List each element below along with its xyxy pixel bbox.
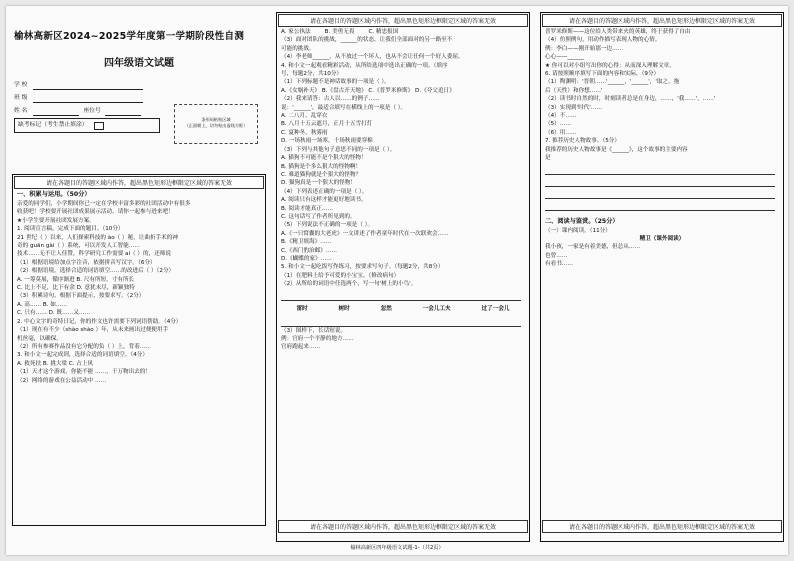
- text-line: （5）……: [545, 121, 571, 128]
- barcode-area: 条形码粘贴区域 （正面朝上，切勿贴出虚线方框）: [174, 104, 258, 144]
- question-lines: [281, 36, 525, 288]
- text-line: （4）仿照例句，用动作描写表现人物的心情。: [545, 37, 661, 44]
- answer-line[interactable]: [281, 315, 521, 327]
- text-line: A. 高…… B. 如……: [17, 301, 68, 308]
- text-line: （3）积累诗句，根据下面提示，按要求写。（2分）: [17, 293, 145, 300]
- word-options: 雷时 树时 忽然 一会儿工夫 过了一会儿: [296, 305, 510, 312]
- text-line: ★小学生要开展社团发展方案。: [17, 217, 95, 224]
- column-1: [14, 28, 264, 534]
- text-line: 1. 阅读宣言稿，完成下面的题目。（10分）: [17, 226, 124, 233]
- text-line: A. 猫狗不可能不是个狠大的怪物！: [281, 155, 367, 162]
- text-line: （3）图样下，长话短说。: [281, 327, 347, 334]
- text-line: 6. 请按照顺序填写下面的内容和实际。（9分）: [545, 71, 660, 78]
- column-2: [278, 18, 528, 542]
- question-lines: [17, 200, 261, 385]
- exam-sheet: [6, 6, 788, 555]
- text-line: A. 救死扶 B. 挑大梁 C. 占上风: [17, 360, 94, 367]
- absent-mark[interactable]: 缺考标记（考生禁止填涂）: [14, 118, 160, 133]
- text-line: ★ 你可以对小组写出你的心得：从而深入理解文章。: [545, 62, 675, 69]
- text-line: D.《蝴蝶的家》……: [281, 255, 332, 262]
- question-lines: [545, 28, 779, 163]
- text-line: 官府跑起来……: [281, 344, 321, 351]
- text-line: （1）在肥料上给予可爱的小宝宝。（修改病句）: [281, 272, 400, 279]
- answer-area-notice-bottom: 请在各题目的答题区域内作答，超出黑色矩形边框限定区域的答案无效: [278, 520, 528, 533]
- text-line: B. 八月十五云遮月，正月十五雪打灯: [281, 121, 373, 128]
- text-line: A. 阅读只有这样才能更好地读书。: [281, 197, 367, 204]
- text-line: 我小孩，一家是有着美德，但总从……: [545, 244, 641, 251]
- reading-passage: [545, 243, 779, 268]
- text-line: C. 只有…… D. 既……又……: [17, 310, 91, 317]
- text-line: 我推荐的历史人物故事是《______》，这个故事的主要内容: [545, 146, 688, 153]
- text-line: B. 猫狗是个多么狠大的怪物啊！: [281, 163, 362, 170]
- text-line: B.《精卫填海》……: [281, 239, 332, 246]
- column-3: [542, 18, 782, 542]
- text-line: （2）根据语境，选择合适的词语填空……的改进后（ ）（2分）: [17, 268, 175, 275]
- text-line: 21 世纪（ ）以来，人们探索科技的 ào（ ）秘，让曲折手术的神: [17, 234, 178, 241]
- text-line: 5. 和小文一起吃饭写作练习，按要求写句子。（每题2分，共8分）: [281, 264, 444, 271]
- section-1: [17, 190, 261, 385]
- text-line: （2）所有参赛作品没有它分配的负（ ）上，背着……: [17, 343, 151, 350]
- question-lines: [281, 327, 525, 352]
- class-field[interactable]: 班 级: [14, 92, 264, 105]
- answer-area-notice: 请在各题目的答题区域内作答，超出黑色矩形边框限定区域的答案无效: [14, 176, 264, 189]
- text-line: 心心——______: [545, 54, 585, 61]
- text-line: （1）现在有不少（shào shào ）年，从未来画出过便便用手: [17, 327, 169, 334]
- text-line: 2. 中心文字的奇特日记，你的作文也许需要下列词语帮助。（4分）: [17, 318, 182, 325]
- text-line: 3. 和小文一起完成到，选择合适的词语填空。（4分）: [17, 352, 148, 359]
- text-line: B. 阅读才能真正……: [281, 205, 334, 212]
- answer-line[interactable]: [545, 199, 775, 211]
- text-line: A. 一筹莫展，循序渐进 B. 尺有所短，寸有所长: [17, 276, 135, 283]
- text-line: 有看书……: [545, 261, 573, 268]
- text-line: （3）面对团队的挑战，______的状态，让我们全部面对的另一路至不: [281, 37, 453, 44]
- text-line: 例：官府一个平静的地方……: [281, 336, 354, 342]
- text-line: （3）下列与其他句子意思不同的一项是（ ）。: [281, 146, 396, 153]
- text-line: C. 这句话写了作者所见到的。: [281, 213, 356, 220]
- text-line: 机丝毫，以确保。: [17, 335, 62, 342]
- text-line: 例：李白——刚开始那一边……: [545, 45, 624, 52]
- page-footer: 榆林高新区四年级语文试题-1-（共2页）: [350, 545, 444, 551]
- answer-line[interactable]: [281, 289, 521, 301]
- text-line: D. 一场秋雨一场寒，十场秋雨要穿棉: [281, 138, 373, 145]
- text-line: （6）用……: [545, 129, 577, 136]
- text-line: （2）网络的游戏在公益活动中 ……: [17, 377, 107, 384]
- text-line: 可能的挑战。: [281, 45, 315, 52]
- answer-area-notice-top: 请在各题目的答题区域内作答，超出黑色矩形边框限定区域的答案无效: [542, 14, 782, 27]
- answer-line[interactable]: [545, 163, 775, 175]
- answer-line[interactable]: [545, 187, 775, 199]
- absent-checkbox[interactable]: [94, 122, 104, 130]
- answer-area-notice-bottom: 请在各题目的答题区域内作答，超出黑色矩形边框限定区域的答案无效: [542, 520, 782, 533]
- school-field[interactable]: 学 校: [14, 79, 264, 92]
- text-line: （3）实现到'时代'……: [545, 104, 602, 111]
- text-line: C. 难道猫狗就是个狠大的怪物？: [281, 171, 362, 178]
- text-line: 号，每题2分，共10分）: [281, 71, 343, 78]
- exam-title: 榆林高新区2024~2025学年度第一学期阶段性自测: [14, 31, 245, 42]
- text-line: （4）李老师______，从不放过一个坏人，也从不会让任何一个好人委屈。: [281, 54, 464, 61]
- text-line: D. 猫狗真是一个狠大的怪物！: [281, 180, 356, 187]
- text-line: C. 夏种冬，秋雾雨: [281, 129, 328, 136]
- text-line: A.《一只窝囊的大老虎》一文讲述了作者童年时代在一次联欢会……: [281, 230, 449, 237]
- text-line: （2）我来请答：古人以……的例子……: [281, 96, 380, 103]
- text-line: （2）读书时自然的时，时刻读者总是在身边，……，'我……'，……': [545, 96, 716, 103]
- text-line: （5）下列说法不正确的一项是（ ）。: [281, 222, 374, 229]
- name-field[interactable]: 姓 名 座位号: [14, 105, 264, 118]
- text-line: 也曾……: [545, 252, 568, 259]
- text-line: 4. 和小文一起观看精彩活动，从所给选项中选出正确的一项。（填序: [281, 62, 448, 69]
- text-line: A.《女娲补天》 B.《盘古开天地》 C.《普罗米修斯》 D.《夸父追日》: [281, 87, 455, 94]
- text-line: 奇的 guān gài（ ）系统，可以开发人工智能……: [17, 243, 141, 250]
- text-line: （1）陶渊明：'晋朝……'______，'______'，'取之，拖: [545, 79, 680, 86]
- answer-area-notice-top: 请在各题目的答题区域内作答，超出黑色矩形边框限定区域的答案无效: [278, 14, 528, 27]
- text-line: 说：'______'，最适合填写在横线上的一项是（ ）。: [281, 104, 407, 111]
- text-line: （1）天才这个游戏，你能不能 ……，于万物出去的！: [17, 369, 151, 376]
- section-2-heading: 二、阅读与鉴赏。（25分）: [545, 217, 619, 225]
- options-row: A. 家公执法 B. 美勇无畏 C. 精忠报国: [281, 29, 399, 35]
- text-line: 收获吧！学校要开展社团成果展示活动，请你一起参与进来吧！: [17, 209, 174, 216]
- text-line: （4）下列表述正确的一项是（ ）。: [281, 188, 368, 195]
- subsection-heading: （一）课内阅读。（11分）: [545, 227, 611, 234]
- text-line: 亲爱的同学们，小学期间你已一定在学校丰富多彩的社团活动中有很多: [17, 201, 191, 207]
- text-line: C. 比上不足，比下有余 D. 意犹未尽，新颖独特: [17, 285, 135, 292]
- text-line: 技术……无不让人佳赞，科学研究工作需要 ai（ ）的，还师说: [17, 251, 171, 258]
- text-line: C.《西门豹治邺》……: [281, 247, 338, 254]
- exam-subject: 四年级语文试题: [104, 58, 174, 69]
- text-line: 是: [545, 155, 551, 162]
- text-line: （1）根据语境给加点字注音，依据拼音写汉字。（6分）: [17, 259, 156, 266]
- text-line: （2）从所给的词语中任选两个，写一句'树上的小鸟'。: [281, 281, 417, 288]
- text-line: 普罗米修斯——这位给人类带来火的英雄，终于获得了自由: [545, 29, 691, 35]
- answer-line[interactable]: [545, 175, 775, 187]
- text-line: 后（天性）和你想……': [545, 87, 603, 94]
- text-line: 7. 推荐历史人物故事。（5分）: [545, 138, 620, 145]
- passage-title: 精卫（课外阅读）: [639, 235, 685, 242]
- text-line: （1）下列标题不是神话故事的一项是（ ）。: [281, 79, 390, 86]
- section-heading: 一、积累与运用。（50分）: [17, 191, 91, 198]
- text-line: A. 二八月，乱穿衣: [281, 113, 328, 120]
- text-line: （4）不……: [545, 113, 577, 120]
